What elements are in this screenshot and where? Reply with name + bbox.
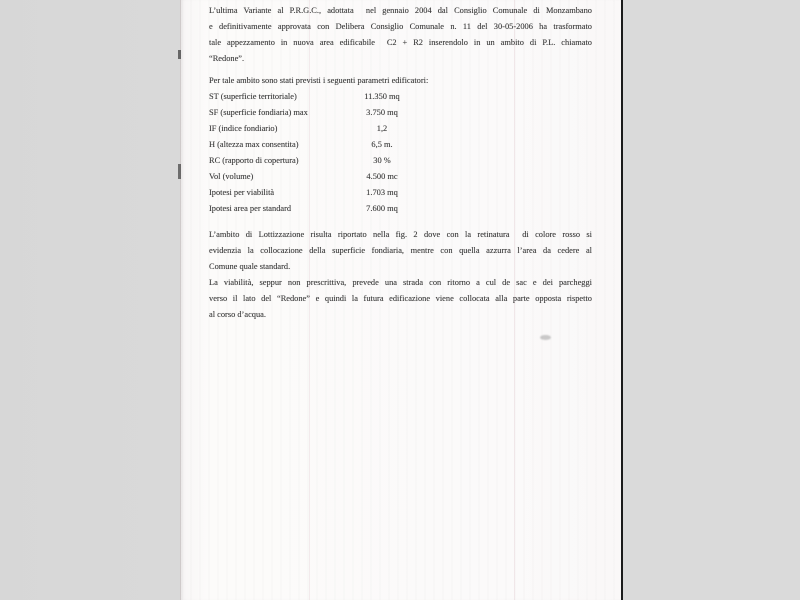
parameter-label: ST (superficie territoriale) — [209, 92, 297, 101]
parameter-value: 30 % — [373, 156, 391, 165]
paragraph-line: e definitivamente approvata con Delibera Consiglio Comunale n. 11 del 30-05-2006 ha trasformato — [209, 22, 592, 31]
parameter-row — [209, 201, 592, 217]
parameter-value: 6,5 m. — [371, 140, 393, 149]
parameter-row — [209, 121, 592, 137]
parameter-label: Ipotesi area per standard — [209, 204, 292, 213]
paragraph-line: L’ultima Variante al P.R.G.C., adottata nel gennaio 2004 dal Consiglio Comunale di Monzambano — [209, 6, 592, 15]
parameter-label: Ipotesi per viabilità — [209, 188, 275, 197]
parameter-label: H (altezza max consentita) — [209, 140, 299, 149]
parameter-row — [209, 153, 592, 169]
scan-artifact-mark — [178, 164, 181, 179]
parameter-label: RC (rapporto di copertura) — [209, 156, 299, 165]
paragraph-line: tale appezzamento in nuova area edificabile C2 + R2 inserendolo in un ambito di P.L. chiamato — [209, 38, 592, 47]
parameter-value: 1.703 mq — [366, 188, 398, 197]
parameter-value: 7.600 mq — [366, 204, 398, 213]
paragraph-line: L’ambito di Lottizzazione risulta riportato nella fig. 2 dove con la retinatura di colore rosso si — [209, 230, 592, 239]
parameter-row — [209, 137, 592, 153]
parameter-value: 1,2 — [376, 124, 388, 133]
parameter-label: SF (superficie fondiaria) max — [209, 108, 308, 117]
paragraph-line: al corso d’acqua. — [209, 310, 266, 319]
paragraph-line: evidenzia la collocazione della superficie fondiaria, mentre con quella azzurra l’area da cedere al — [209, 246, 592, 255]
parameter-value: 3.750 mq — [366, 108, 398, 117]
parameter-row — [209, 105, 592, 121]
paragraph-lottizzazione — [209, 227, 592, 275]
paragraph-line: La viabilità, seppur non prescrittiva, prevede una strada con ritorno a cul de sac e dei parcheggi — [209, 278, 592, 287]
paragraph-line: verso il lato del “Redone” e quindi la futura edificazione viene collocata alla parte opposta rispetto — [209, 294, 592, 303]
parameter-row — [209, 169, 592, 185]
parameters-intro: Per tale ambito sono stati previsti i seguenti parametri edificatori: — [209, 76, 429, 85]
paragraph-line: “Redone”. — [209, 54, 245, 63]
scanned-document-page — [180, 0, 623, 600]
scan-artifact-mark — [178, 50, 181, 59]
page-content — [181, 0, 621, 323]
paragraph-viabilita — [209, 275, 592, 323]
parameter-label: Vol (volume) — [209, 172, 254, 181]
parameter-value: 4.500 mc — [366, 172, 398, 181]
paragraph-line: Comune quale standard. — [209, 262, 291, 271]
parameter-row — [209, 89, 592, 105]
paragraph-prgc-variante — [209, 3, 592, 67]
parameter-row — [209, 185, 592, 201]
parameter-value: 11.350 mq — [364, 92, 400, 101]
parameter-label: IF (indice fondiario) — [209, 124, 278, 133]
scan-artifact-smudge — [540, 335, 551, 340]
parameters-table — [209, 89, 592, 217]
